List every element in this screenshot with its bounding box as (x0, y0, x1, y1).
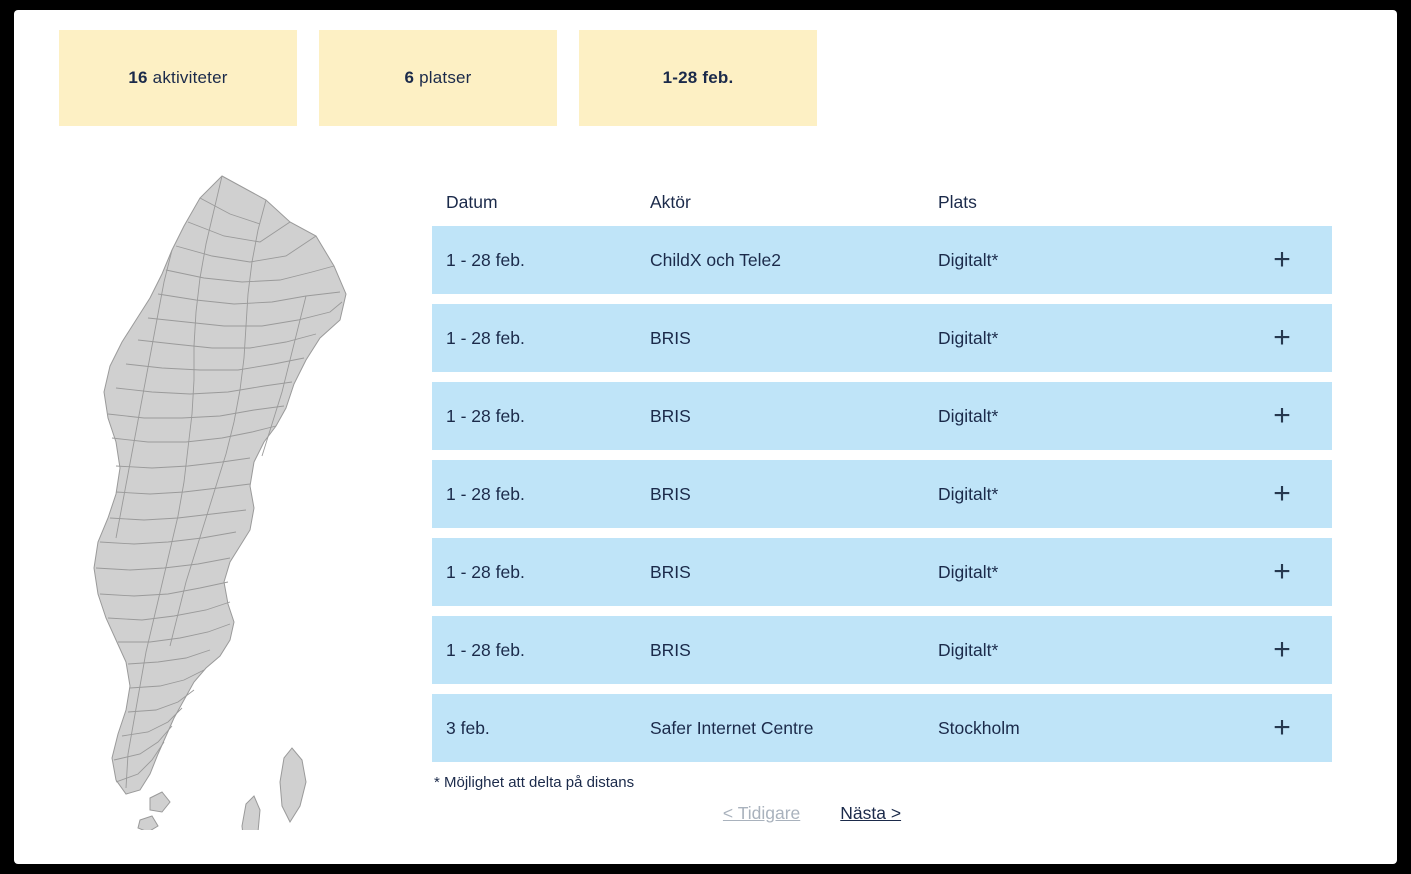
table-row[interactable] (432, 304, 1332, 372)
row-date: 1 - 28 feb. (446, 483, 525, 504)
plus-icon[interactable]: + (1273, 555, 1291, 588)
row-actor: Safer Internet Centre (650, 717, 814, 738)
table-row[interactable] (432, 460, 1332, 528)
table-row[interactable] (432, 616, 1332, 684)
plus-icon[interactable]: + (1273, 399, 1291, 432)
plus-icon[interactable]: + (1273, 633, 1291, 666)
column-header-actor: Aktör (650, 191, 691, 212)
chip-activities[interactable] (59, 30, 297, 126)
plus-icon[interactable]: + (1273, 321, 1291, 354)
row-date: 1 - 28 feb. (446, 405, 525, 426)
row-date: 3 feb. (446, 717, 490, 738)
row-actor: BRIS (650, 561, 691, 582)
row-date: 1 - 28 feb. (446, 249, 525, 270)
row-actor: BRIS (650, 327, 691, 348)
pagination-next[interactable]: Nästa > (840, 803, 902, 823)
column-header-place: Plats (938, 191, 977, 212)
row-date: 1 - 28 feb. (446, 327, 525, 348)
row-actor: ChildX och Tele2 (650, 249, 782, 270)
chip-daterange[interactable] (579, 30, 817, 126)
row-date: 1 - 28 feb. (446, 561, 525, 582)
chip-daterange-value: 1-28 feb. (662, 68, 734, 87)
chip-places-label: platser (419, 68, 472, 87)
row-place: Digitalt* (938, 249, 999, 270)
table-row[interactable] (432, 226, 1332, 294)
table-row[interactable] (432, 538, 1332, 606)
row-place: Digitalt* (938, 405, 999, 426)
plus-icon[interactable]: + (1273, 243, 1291, 276)
chip-places-count: 6 (404, 68, 415, 87)
row-place: Digitalt* (938, 327, 999, 348)
plus-icon[interactable]: + (1273, 711, 1291, 744)
chip-places[interactable] (319, 30, 557, 126)
row-place: Digitalt* (938, 639, 999, 660)
row-actor: BRIS (650, 405, 691, 426)
sweden-municipalities-map[interactable] (54, 170, 414, 830)
row-place: Stockholm (938, 717, 1020, 738)
content-panel (14, 10, 1397, 864)
row-date: 1 - 28 feb. (446, 639, 525, 660)
chip-activities-label: aktiviteter (152, 68, 228, 87)
table-header-row (432, 178, 1332, 226)
row-actor: BRIS (650, 639, 691, 660)
summary-chips (59, 30, 817, 126)
plus-icon[interactable]: + (1273, 477, 1291, 510)
activities-table (432, 178, 1332, 824)
table-footnote: * Möjlighet att delta på distans (434, 774, 635, 791)
row-place: Digitalt* (938, 483, 999, 504)
pagination (432, 803, 1332, 824)
pagination-previous[interactable]: < Tidigare (722, 803, 801, 823)
row-actor: BRIS (650, 483, 691, 504)
chip-activities-count: 16 (128, 68, 148, 87)
row-place: Digitalt* (938, 561, 999, 582)
table-row[interactable] (432, 382, 1332, 450)
column-header-date: Datum (446, 191, 498, 212)
table-row[interactable] (432, 694, 1332, 762)
